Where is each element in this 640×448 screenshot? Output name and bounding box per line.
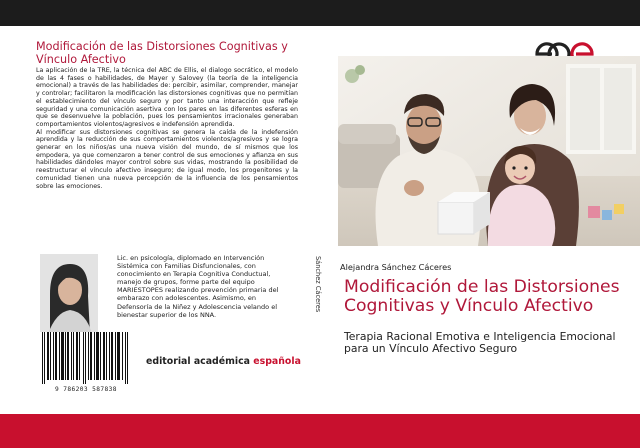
book-cover — [0, 26, 640, 414]
front-author: Alejandra Sánchez Cáceres — [340, 262, 452, 272]
spine-author: Sánchez Cáceres — [314, 256, 322, 313]
back-cover — [0, 26, 306, 414]
back-cover-title: Modificación de las Distorsiones Cognitivas y Vínculo Afectivo — [36, 40, 288, 66]
author-portrait-icon — [40, 254, 98, 334]
back-cover-blurb — [36, 67, 298, 190]
bottom-band — [0, 414, 640, 448]
back-publisher-name — [146, 356, 301, 367]
spine — [306, 26, 336, 414]
back-publisher-name-part1: editorial académica — [146, 356, 254, 367]
back-publisher-name-part2: española — [253, 356, 301, 367]
front-title: Modificación de las Distorsiones Cognitivas y Vínculo Afectivo — [344, 277, 620, 316]
author-photo — [40, 254, 98, 334]
blurb-paragraph-1: La aplicación de la TRE, la técnica del ABC de Ellis, el dialogo socrático, el modelo de las 4 fases o habilidades, de Mayer y Salovey (la teoría de la inteligencia emocional) a través de las habilidades de: percibir, asimilar, comprender, manejar y controlar; facilitaron la modificación las distorsiones cognitivas que no permitían el establecimiento del vínculo seguro y por tanto una interacción que refleje seguridad y una comunicación asertiva con los pares en las diferentes esferas en que se desenvuelve la población, pues los pensamientos irracionales generaban comportamientos violentos/agresivos e indefensión aprendida. — [36, 67, 298, 128]
blurb-paragraph-2: Al modificar sus distorsiones cognitivas se genera la caída de la indefensión aprendida y la reducción de sus comportamientos violentos/agresivos y se logra generar en los niños/as una nueva visión del mundo, de sí mismos que los empodera, ya que comenzaron a tener control de sus emociones y afianza en sus habilidades dándoles mayor control sobre sus vidas, mostrando la posibilidad de reestructurar el vínculo afectivo inseguro; de igual modo, los progenitores y la comunidad tienen una nueva percepción de la influencia de los pensamientos sobre las emociones. — [36, 128, 298, 190]
top-band — [0, 0, 640, 26]
front-subtitle: Terapia Racional Emotiva e Inteligencia Emocional para un Vínculo Afectivo Seguro — [344, 330, 616, 355]
author-bio: Lic. en psicología, diplomado en Intervención Sistémica con Familias Disfuncionales, con conocimiento en Terapia Cognitiva Conductual, manejo de grupos, forme parte del equipo MARIESTOPES realizando prevención primaria del embarazo con adolescentes. Asimismo, en Defensoría de la Niñez y Adolescencia velando el bienestar superior de los NNA. — [117, 254, 279, 319]
family-photo-icon — [338, 56, 640, 246]
isbn-digits: 9 786203 587838 — [55, 386, 117, 393]
cover-photo — [338, 56, 640, 246]
